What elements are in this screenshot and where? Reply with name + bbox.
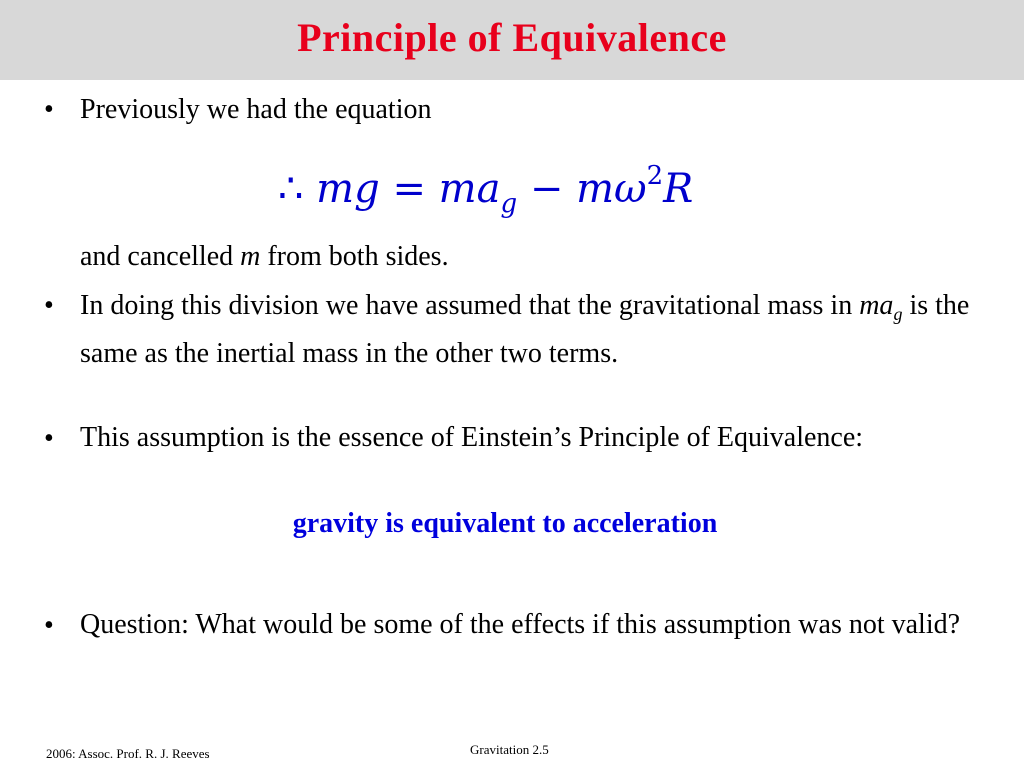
equation-term2: mω — [576, 166, 647, 212]
equation-term1-subscript: g — [500, 189, 518, 219]
equation-lhs: mg — [316, 166, 380, 212]
continuation-italic-m: m — [240, 241, 261, 272]
equation-term2-superscript: 2 — [646, 161, 664, 191]
title-bar — [0, 0, 1024, 80]
bullet-text-division-assumption — [80, 286, 980, 374]
bullet-marker: • — [44, 610, 54, 641]
therefore-symbol: ∴ — [278, 166, 304, 212]
bullet-text-suffix: is the same as the inertial mass in the other two terms. — [80, 290, 970, 369]
bullet-text-subscript-g: g — [893, 304, 903, 324]
bullet-marker: • — [44, 94, 54, 125]
equation-term1: ma — [438, 166, 501, 212]
bullet-marker: • — [44, 290, 54, 321]
bullet-text-italic-ma: ma — [859, 290, 894, 321]
equation-term2-radius: R — [663, 166, 694, 212]
emphasis-statement: gravity is equivalent to acceleration — [292, 508, 718, 539]
bullet-text-question: Question: What would be some of the effects if this assumption was not valid? — [80, 609, 961, 640]
footer-page-label: Gravitation 2.5 — [470, 742, 549, 757]
bullet-marker: • — [44, 423, 54, 454]
equals-sign: = — [392, 166, 426, 212]
footer-author: 2006: Assoc. Prof. R. J. Reeves — [46, 746, 210, 761]
continuation-before: and cancelled — [80, 241, 241, 272]
slide-title: Principle of Equivalence — [297, 15, 727, 60]
bullet-text-einstein-principle: This assumption is the essence of Einstein’s Principle of Equivalence: — [80, 422, 864, 453]
minus-sign: − — [529, 166, 564, 212]
bullet-text-previous-equation: Previously we had the equation — [80, 94, 432, 125]
continuation-text — [80, 237, 980, 277]
continuation-after: from both sides. — [260, 241, 449, 272]
equation — [278, 152, 693, 228]
bullet-text-prefix: In doing this division we have assumed that the gravitational mass in — [80, 290, 860, 321]
